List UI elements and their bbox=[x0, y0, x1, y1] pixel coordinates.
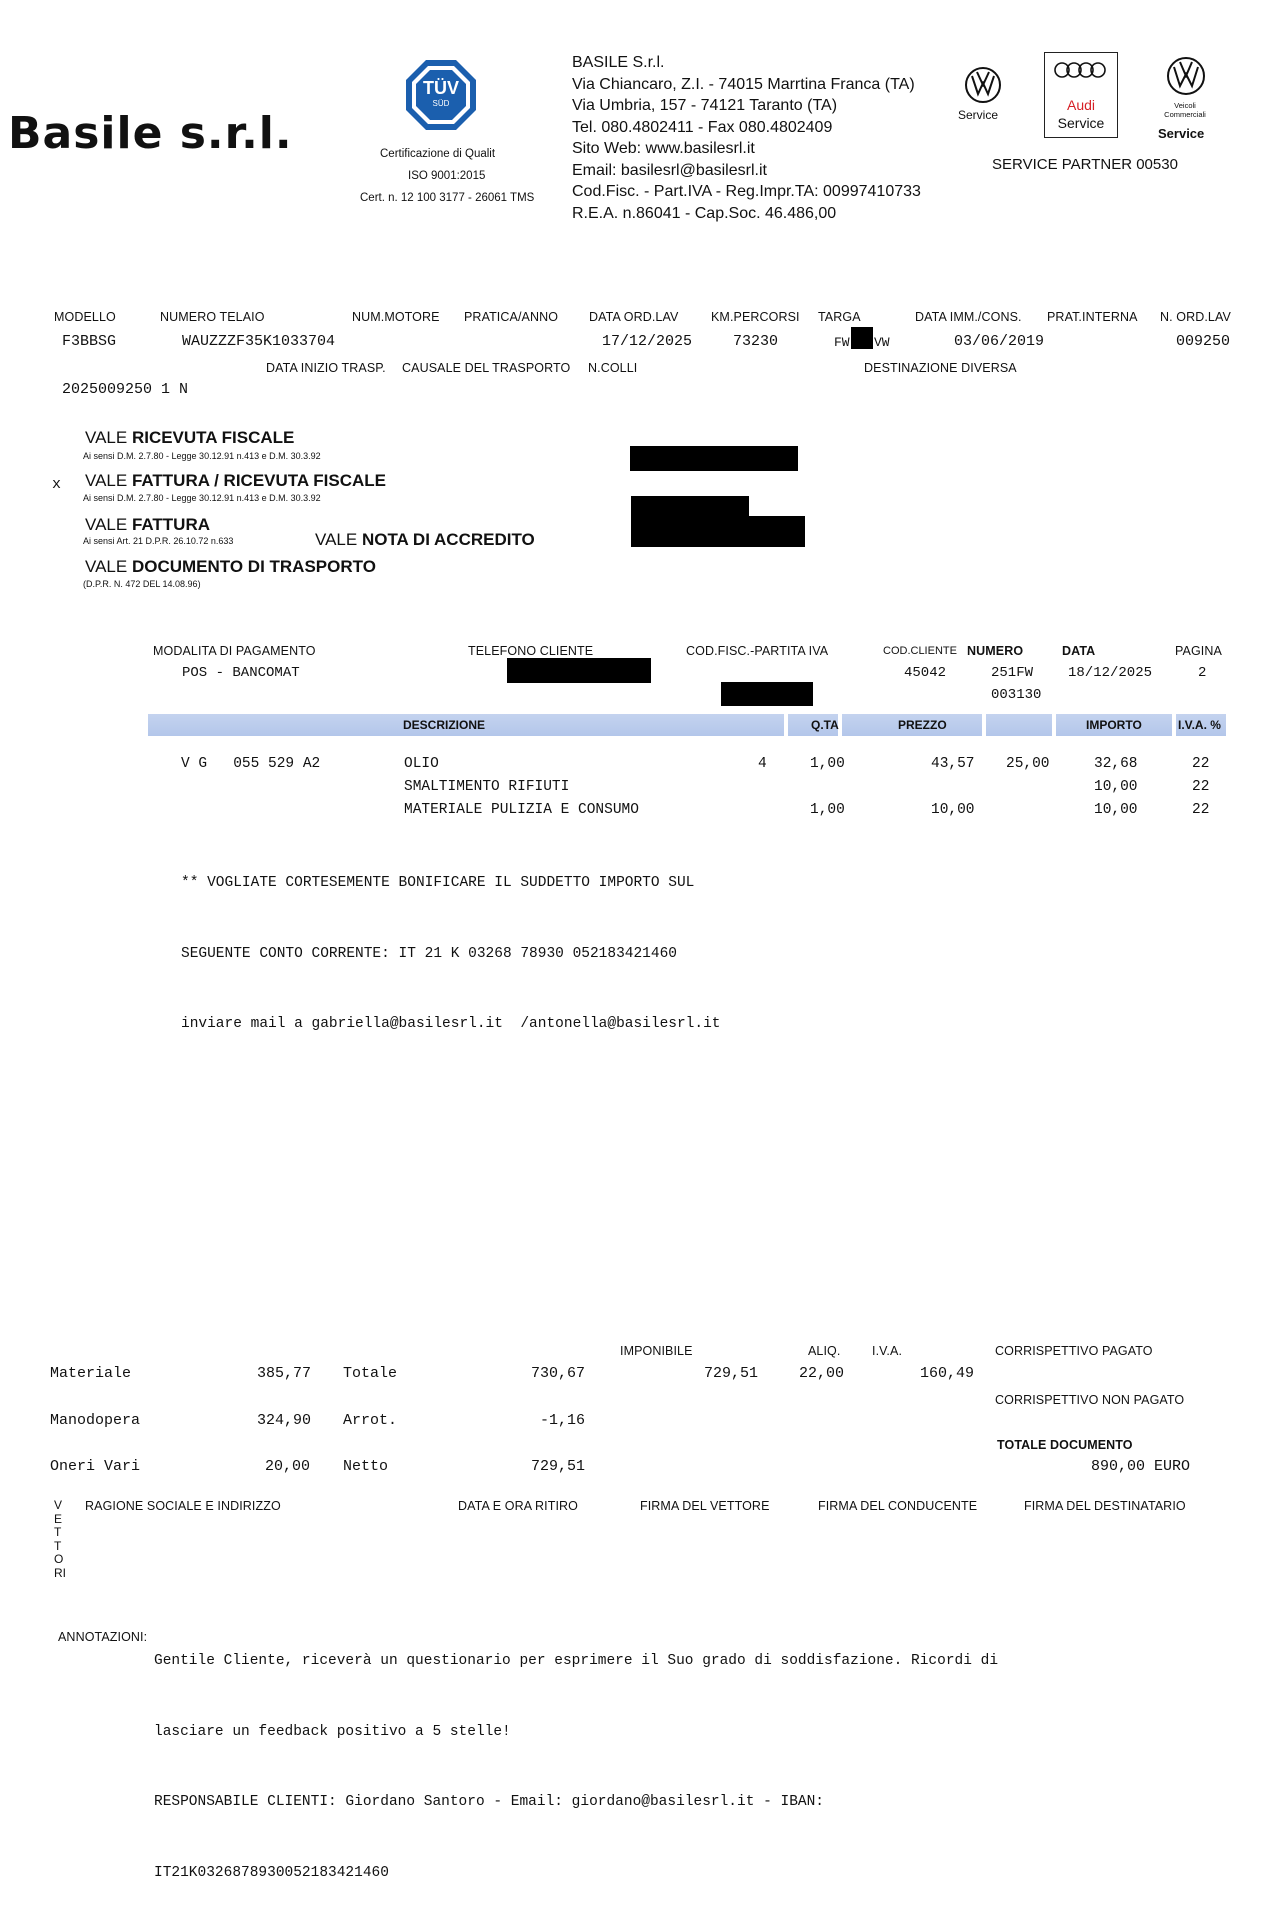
annotation-line: lasciare un feedback positivo a 5 stelle! bbox=[154, 1723, 511, 1740]
col-qta: Q.TA bbox=[811, 718, 839, 732]
value-iva-total: 160,49 bbox=[920, 1365, 975, 1382]
value-materiale: 385,77 bbox=[257, 1365, 312, 1382]
label-totale: Totale bbox=[343, 1365, 398, 1382]
address-line: Sito Web: www.basilesrl.it bbox=[572, 140, 755, 157]
vale-title: FATTURA / RICEVUTA FISCALE bbox=[131, 471, 386, 490]
address-line: BASILE S.r.l. bbox=[572, 54, 665, 71]
value-pagina: 2 bbox=[1198, 665, 1207, 681]
selected-doc-mark: x bbox=[52, 476, 62, 493]
value-km: 73230 bbox=[733, 333, 779, 350]
label-data-ord: DATA ORD.LAV bbox=[589, 310, 679, 324]
redaction-block bbox=[851, 327, 873, 349]
doc-type-nota-accredito bbox=[315, 530, 535, 550]
value-numero-2: 003130 bbox=[991, 687, 1042, 703]
value-data-ord: 17/12/2025 bbox=[602, 333, 693, 350]
row-n: 4 bbox=[758, 756, 767, 772]
value-totale: 730,67 bbox=[531, 1365, 586, 1382]
tuv-text: TÜV bbox=[423, 78, 459, 98]
label-totale-doc: TOTALE DOCUMENTO bbox=[997, 1438, 1133, 1452]
label-oneri: Oneri Vari bbox=[50, 1458, 141, 1475]
vw-logo-icon bbox=[964, 66, 1002, 104]
col-iva: I.V.A. % bbox=[1178, 718, 1221, 732]
label-manodopera: Manodopera bbox=[50, 1412, 141, 1429]
doc-type-ddt-note: (D.P.R. N. 472 DEL 14.08.96) bbox=[83, 579, 201, 589]
address-line: Via Umbria, 157 - 74121 Taranto (TA) bbox=[572, 97, 838, 114]
row-desc: MATERIALE PULIZIA E CONSUMO bbox=[404, 802, 639, 818]
row-importo: 32,68 bbox=[1094, 756, 1138, 772]
vale-title: NOTA DI ACCREDITO bbox=[361, 530, 535, 549]
value-imponibile: 729,51 bbox=[704, 1365, 759, 1382]
label-modalita: MODALITA DI PAGAMENTO bbox=[153, 644, 316, 658]
note-line: ** VOGLIATE CORTESEMENTE BONIFICARE IL SUDDETTO IMPORTO SUL bbox=[181, 875, 695, 891]
row-code: V G 055 529 A2 bbox=[181, 756, 321, 772]
doc-reference: 2025009250 1 N bbox=[62, 381, 189, 398]
value-data: 18/12/2025 bbox=[1068, 665, 1153, 681]
vale-prefix: VALE bbox=[85, 557, 132, 576]
label-data: DATA bbox=[1062, 644, 1096, 658]
label-prat-interna: PRAT.INTERNA bbox=[1047, 310, 1138, 324]
vwc-service-label: Service bbox=[1158, 126, 1205, 141]
value-modello: F3BBSG bbox=[62, 333, 117, 350]
doc-type-fattura-note: Ai sensi Art. 21 D.P.R. 26.10.72 n.633 bbox=[83, 536, 234, 546]
label-colli: N.COLLI bbox=[588, 361, 638, 375]
audi-brand-label: Audi bbox=[1066, 97, 1096, 113]
annotations-text bbox=[154, 1603, 998, 1909]
payment-notes bbox=[181, 825, 721, 1060]
cert-title: Certificazione di Qualit bbox=[380, 148, 496, 160]
row-prezzo: 43,57 bbox=[931, 756, 975, 772]
col-importo: IMPORTO bbox=[1086, 718, 1142, 732]
label-firma-vettore: FIRMA DEL VETTORE bbox=[640, 1499, 770, 1513]
vw-service-label: Service bbox=[958, 108, 999, 122]
vale-prefix: VALE bbox=[315, 530, 362, 549]
value-aliq: 22,00 bbox=[799, 1365, 845, 1382]
label-causale: CAUSALE DEL TRASPORTO bbox=[402, 361, 571, 375]
label-destinazione: DESTINAZIONE DIVERSA bbox=[864, 361, 1017, 375]
annotation-line: IT21K0326878930052183421460 bbox=[154, 1864, 389, 1881]
value-telaio: WAUZZZF35K1033704 bbox=[182, 333, 336, 350]
tuv-badge-icon bbox=[404, 58, 478, 132]
row-importo: 10,00 bbox=[1094, 779, 1138, 795]
label-targa: TARGA bbox=[818, 310, 861, 324]
label-materiale: Materiale bbox=[50, 1365, 132, 1382]
value-data-imm: 03/06/2019 bbox=[954, 333, 1045, 350]
address-line: Via Chiancaro, Z.I. - 74015 Marrtina Franca (TA) bbox=[572, 75, 915, 93]
doc-type-ddt bbox=[85, 557, 376, 577]
service-partner: SERVICE PARTNER 00530 bbox=[992, 156, 1178, 173]
vale-title: FATTURA bbox=[131, 515, 210, 534]
vwc-line2: Commerciali bbox=[1164, 110, 1206, 119]
label-pagina: PAGINA bbox=[1175, 644, 1222, 658]
row-sconto: 25,00 bbox=[1006, 756, 1050, 772]
value-oneri: 20,00 bbox=[265, 1458, 311, 1475]
company-address bbox=[572, 52, 921, 224]
tuv-sub: SÜD bbox=[432, 99, 450, 108]
value-n-ord: 009250 bbox=[1176, 333, 1231, 350]
row-qta: 1,00 bbox=[810, 802, 845, 818]
label-pratica: PRATICA/ANNO bbox=[464, 310, 559, 324]
value-totale-doc: 890,00 EURO bbox=[1091, 1458, 1191, 1475]
col-descrizione: DESCRIZIONE bbox=[403, 718, 486, 732]
label-firma-conducente: FIRMA DEL CONDUCENTE bbox=[818, 1499, 978, 1513]
doc-type-ricevuta-note: Ai sensi D.M. 2.7.80 - Legge 30.12.91 n.413 e D.M. 30.3.92 bbox=[83, 451, 321, 461]
value-codcliente: 45042 bbox=[904, 665, 947, 681]
value-arrot: -1,16 bbox=[540, 1412, 586, 1429]
value-netto: 729,51 bbox=[531, 1458, 586, 1475]
redaction-block bbox=[630, 446, 798, 471]
row-importo: 10,00 bbox=[1094, 802, 1138, 818]
row-iva: 22 bbox=[1192, 756, 1210, 772]
row-desc: OLIO bbox=[404, 756, 439, 772]
note-line: SEGUENTE CONTO CORRENTE: IT 21 K 03268 78930 052183421460 bbox=[181, 945, 677, 962]
label-numero: NUMERO bbox=[967, 644, 1024, 658]
label-netto: Netto bbox=[343, 1458, 389, 1475]
value-numero-1: 251FW bbox=[991, 665, 1034, 681]
address-line: Tel. 080.4802411 - Fax 080.4802409 bbox=[572, 118, 833, 136]
audi-service-box bbox=[1044, 52, 1118, 138]
audi-service-label: Service bbox=[1057, 115, 1105, 131]
company-logo: Basile s.r.l. bbox=[8, 108, 293, 159]
label-annotazioni: ANNOTAZIONI: bbox=[58, 1630, 148, 1644]
vwc-label bbox=[1150, 101, 1220, 119]
cert-number: Cert. n. 12 100 3177 - 26061 TMS bbox=[360, 192, 535, 204]
label-ragione-sociale: RAGIONE SOCIALE E INDIRIZZO bbox=[85, 1499, 281, 1513]
label-corr-pagato: CORRISPETTIVO PAGATO bbox=[995, 1344, 1153, 1358]
row-desc: SMALTIMENTO RIFIUTI bbox=[404, 779, 570, 795]
row-iva: 22 bbox=[1192, 802, 1210, 818]
label-km: KM.PERCORSI bbox=[711, 310, 800, 324]
redaction-block bbox=[631, 516, 805, 547]
row-qta: 1,00 bbox=[810, 756, 845, 772]
label-codfisc: COD.FISC.-PARTITA IVA bbox=[686, 644, 829, 658]
annotation-line: Gentile Cliente, riceverà un questionario per esprimere il Suo grado di soddisfazione. Ricordi di bbox=[154, 1653, 999, 1669]
value-targa-suffix: VW bbox=[874, 335, 890, 350]
label-aliq: ALIQ. bbox=[808, 1344, 841, 1358]
vw-commercial-logo-icon bbox=[1166, 56, 1206, 96]
label-codcliente: COD.CLIENTE bbox=[883, 645, 957, 657]
doc-type-fattura-ricevuta bbox=[85, 471, 386, 491]
vwc-line1: Veicoli bbox=[1174, 101, 1196, 110]
redaction-block bbox=[507, 658, 651, 683]
label-telaio: NUMERO TELAIO bbox=[160, 310, 265, 324]
vale-title: RICEVUTA FISCALE bbox=[131, 428, 295, 447]
doc-type-fattura-ricevuta-note: Ai sensi D.M. 2.7.80 - Legge 30.12.91 n.413 e D.M. 30.3.92 bbox=[83, 493, 321, 503]
vale-prefix: VALE bbox=[85, 428, 132, 447]
label-data-inizio: DATA INIZIO TRASP. bbox=[266, 361, 386, 375]
row-iva: 22 bbox=[1192, 779, 1210, 795]
label-motore: NUM.MOTORE bbox=[352, 310, 440, 324]
label-iva-total: I.V.A. bbox=[872, 1344, 903, 1358]
col-prezzo: PREZZO bbox=[898, 718, 947, 732]
label-corr-non-pagato: CORRISPETTIVO NON PAGATO bbox=[995, 1393, 1185, 1407]
row-prezzo: 10,00 bbox=[931, 802, 975, 818]
label-n-ord: N. ORD.LAV bbox=[1160, 310, 1231, 324]
note-line: inviare mail a gabriella@basilesrl.it /antonella@basilesrl.it bbox=[181, 1016, 721, 1032]
label-data-imm: DATA IMM./CONS. bbox=[915, 310, 1022, 324]
label-firma-destinatario: FIRMA DEL DESTINATARIO bbox=[1024, 1499, 1186, 1513]
table-header-band bbox=[986, 714, 1052, 736]
label-modello: MODELLO bbox=[54, 310, 116, 324]
address-line: Cod.Fisc. - Part.IVA - Reg.Impr.TA: 00997410733 bbox=[572, 183, 921, 200]
label-arrot: Arrot. bbox=[343, 1412, 398, 1429]
vale-title: DOCUMENTO DI TRASPORTO bbox=[131, 557, 376, 576]
value-manodopera: 324,90 bbox=[257, 1412, 312, 1429]
vale-prefix: VALE bbox=[85, 515, 132, 534]
label-data-ritiro: DATA E ORA RITIRO bbox=[458, 1499, 579, 1513]
doc-type-ricevuta bbox=[85, 428, 294, 448]
address-line: R.E.A. n.86041 - Cap.Soc. 46.486,00 bbox=[572, 204, 837, 222]
address-line: Email: basilesrl@basilesrl.it bbox=[572, 161, 767, 179]
vale-prefix: VALE bbox=[85, 471, 132, 490]
vettori-side-label: VETTORI bbox=[54, 1498, 66, 1580]
annotation-line: RESPONSABILE CLIENTI: Giordano Santoro - Email: giordano@basilesrl.it - IBAN: bbox=[154, 1794, 825, 1810]
audi-rings-icon bbox=[1053, 61, 1109, 79]
redaction-block bbox=[721, 682, 813, 706]
value-targa-prefix: FW bbox=[834, 335, 850, 350]
label-telefono: TELEFONO CLIENTE bbox=[468, 644, 594, 658]
doc-type-fattura bbox=[85, 515, 210, 535]
value-modalita: POS - BANCOMAT bbox=[182, 665, 300, 681]
cert-iso: ISO 9001:2015 bbox=[408, 170, 486, 182]
label-imponibile: IMPONIBILE bbox=[620, 1344, 693, 1358]
